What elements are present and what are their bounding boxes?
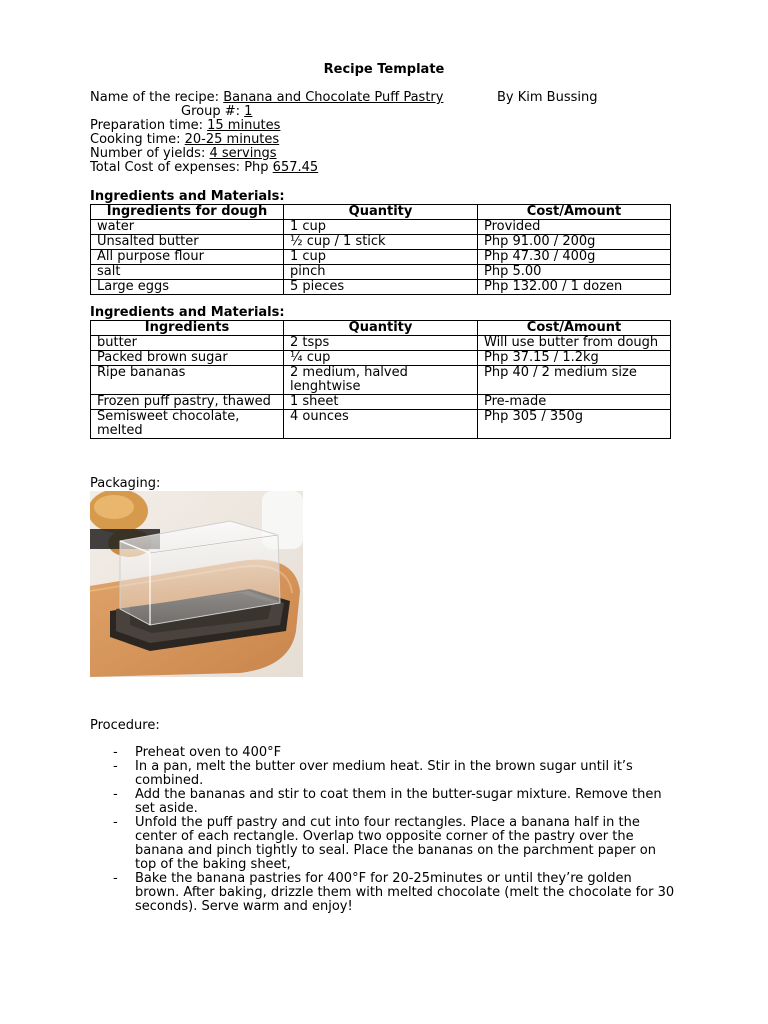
column-header: Ingredients for dough (91, 205, 284, 220)
table-row (91, 410, 671, 439)
step-text: Preheat oven to 400°F (135, 745, 282, 760)
yield-value: 4 servings (209, 146, 277, 161)
cook-time-line (90, 133, 279, 147)
table-cell: Php 91.00 / 200g (478, 235, 671, 250)
table-row (91, 250, 671, 265)
procedure-label: Procedure: (90, 718, 160, 733)
list-bullet: - (113, 759, 118, 774)
table-row (91, 395, 671, 410)
table-cell: Php 305 / 350g (478, 410, 671, 439)
table-cell: 1 cup (284, 250, 478, 265)
recipe-name-line (90, 91, 443, 105)
dough-ingredients-table (90, 204, 671, 295)
table-cell: Pre-made (478, 395, 671, 410)
yield-line (90, 147, 277, 161)
table-cell: All purpose flour (91, 250, 284, 265)
table-cell: 5 pieces (284, 280, 478, 295)
prep-time-label: Preparation time: (90, 118, 208, 133)
table-row (91, 336, 671, 351)
table-cell: Frozen puff pastry, thawed (91, 395, 284, 410)
table-row (91, 220, 671, 235)
list-item (90, 872, 680, 914)
table-cell: Php 37.15 / 1.2kg (478, 351, 671, 366)
recipe-name-value: Banana and Chocolate Puff Pastry (223, 90, 444, 105)
total-cost-label: Total Cost of expenses: Php (90, 160, 273, 175)
group-value: 1 (244, 104, 253, 119)
table-cell: Php 132.00 / 1 dozen (478, 280, 671, 295)
table-cell: Unsalted butter (91, 235, 284, 250)
column-header: Ingredients (91, 321, 284, 336)
table-row (91, 366, 671, 395)
table-cell: Large eggs (91, 280, 284, 295)
page-title: Recipe Template (323, 62, 445, 77)
packaging-photo (90, 491, 303, 677)
table-cell: Will use butter from dough (478, 336, 671, 351)
table-cell: Php 5.00 (478, 265, 671, 280)
group-line (181, 105, 252, 119)
table-cell: ¼ cup (284, 351, 478, 366)
total-cost-line (90, 161, 318, 175)
cook-time-value: 20-25 minutes (184, 132, 280, 147)
recipe-name-label: Name of the recipe: (90, 90, 224, 105)
list-bullet: - (113, 815, 118, 830)
table-cell: 2 medium, halved lenghtwise (284, 366, 478, 395)
list-item (90, 816, 680, 872)
table-cell: 2 tsps (284, 336, 478, 351)
table-row (91, 280, 671, 295)
list-bullet: - (113, 871, 118, 886)
table-cell: butter (91, 336, 284, 351)
prep-time-line (90, 119, 280, 133)
table-cell: 1 sheet (284, 395, 478, 410)
list-bullet: - (113, 745, 118, 760)
list-item (90, 746, 680, 760)
list-bullet: - (113, 787, 118, 802)
table-row (91, 235, 671, 250)
packaging-label: Packaging: (90, 476, 161, 491)
table-cell: ½ cup / 1 stick (284, 235, 478, 250)
column-header: Cost/Amount (478, 205, 671, 220)
table-cell: salt (91, 265, 284, 280)
prep-time-value: 15 minutes (207, 118, 281, 133)
step-text: Bake the banana pastries for 400°F for 20-25minutes or until they’re golden brown. After baking, drizzle them with melted chocolate (melt the chocolate for 30 seconds). Serve warm and enjoy! (135, 871, 675, 914)
step-text: Unfold the puff pastry and cut into four rectangles. Place a banana half in the center of each rectangle. Overlap two opposite corner of the pastry over the banana and pinch tightly to seal. Place the bananas on the parchment paper on top of the baking sheet, (135, 815, 656, 872)
filling-ingredients-table (90, 320, 671, 439)
table-cell: pinch (284, 265, 478, 280)
table-cell: Php 40 / 2 medium size (478, 366, 671, 395)
column-header: Quantity (284, 321, 478, 336)
procedure-list (90, 746, 680, 914)
table-header-row (91, 205, 671, 220)
list-item (90, 788, 680, 816)
yield-label: Number of yields: (90, 146, 210, 161)
list-item (90, 760, 680, 788)
filling-section-title: Ingredients and Materials: (90, 305, 285, 320)
author: By Kim Bussing (497, 90, 598, 105)
table-header-row (91, 321, 671, 336)
table-row (91, 351, 671, 366)
table-cell: Ripe bananas (91, 366, 284, 395)
table-cell: water (91, 220, 284, 235)
column-header: Cost/Amount (478, 321, 671, 336)
dough-section-title: Ingredients and Materials: (90, 189, 285, 204)
table-cell: 4 ounces (284, 410, 478, 439)
table-cell: Semisweet chocolate, melted (91, 410, 284, 439)
table-cell: Provided (478, 220, 671, 235)
cook-time-label: Cooking time: (90, 132, 185, 147)
table-cell: 1 cup (284, 220, 478, 235)
step-text: In a pan, melt the butter over medium heat. Stir in the brown sugar until it’s combined. (135, 759, 633, 788)
table-row (91, 265, 671, 280)
total-cost-value: 657.45 (272, 160, 319, 175)
group-label: Group #: (181, 104, 245, 119)
column-header: Quantity (284, 205, 478, 220)
step-text: Add the bananas and stir to coat them in the butter-sugar mixture. Remove then set aside. (135, 787, 662, 816)
table-cell: Packed brown sugar (91, 351, 284, 366)
table-cell: Php 47.30 / 400g (478, 250, 671, 265)
